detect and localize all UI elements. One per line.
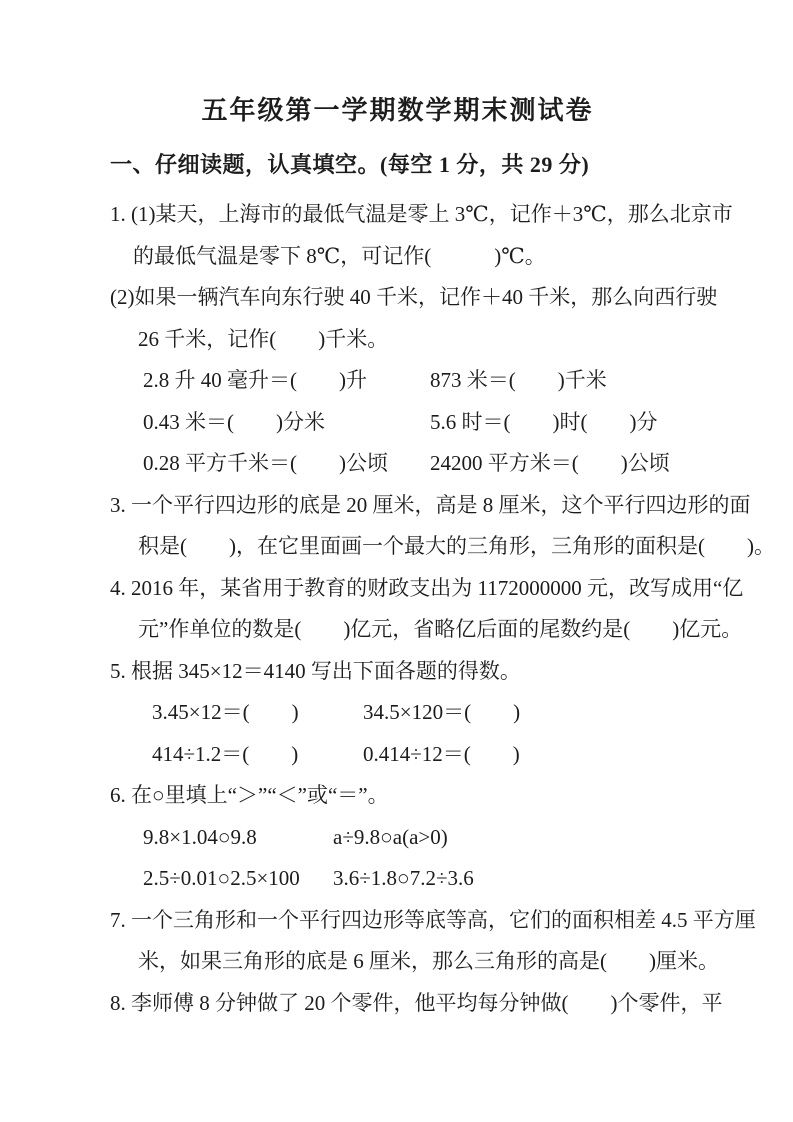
section1-body [110, 194, 775, 1024]
q7-line2: 米，如果三角形的底是 6 厘米，那么三角形的高是( )厘米。 [138, 949, 719, 973]
paper-title: 五年级第一学期数学期末测试卷 [201, 96, 594, 125]
q5-expression: 414÷1.2＝( ) [152, 741, 299, 766]
q7-line1: 7. 一个三角形和一个平行四边形等底等高，它们的面积相差 4.5 平方厘 [110, 907, 756, 932]
unit-conversion-row-1 [110, 360, 685, 402]
q4-line2: 元”作单位的数是( )亿元，省略亿后面的尾数约是( )亿元。 [138, 617, 743, 641]
conversion-item: 873 米＝( )千米 [430, 368, 607, 392]
paper-content [110, 88, 775, 1024]
q8-line1: 8. 李师傅 8 分钟做了 20 个零件，他平均每分钟做( )个零件，平 [110, 990, 723, 1015]
conversion-item: 24200 平方米＝( )公顷 [430, 451, 670, 475]
q3-line1: 3. 一个平行四边形的底是 20 厘米，高是 8 厘米，这个平行四边形的面 [110, 492, 751, 517]
q6-compare-row-2 [110, 858, 685, 900]
q6-expression: 2.5÷0.01○2.5×100 [143, 866, 300, 890]
section1-heading: 一、仔细读题，认真填空。(每空 1 分，共 29 分) [110, 152, 590, 177]
q5-line1: 5. 根据 345×12＝4140 写出下面各题的得数。 [110, 658, 521, 683]
conversion-item: 0.43 米＝( )分米 [143, 409, 325, 434]
q5-expression: 3.45×12＝( ) [152, 700, 299, 724]
conversion-item: 0.28 平方千米＝( )公顷 [143, 451, 388, 475]
q1-part2-line1: (2)如果一辆汽车向东行驶 40 千米，记作＋40 千米，那么向西行驶 [110, 285, 718, 309]
q6-expression: 3.6÷1.8○7.2÷3.6 [333, 866, 474, 890]
q3-line2: 积是( )，在它里面画一个最大的三角形，三角形的面积是( )。 [138, 534, 775, 558]
q4-line1: 4. 2016 年，某省用于教育的财政支出为 1172000000 元，改写成用“亿 [110, 575, 744, 600]
q1-part1-line1: 1. (1)某天，上海市的最低气温是零上 3℃，记作＋3℃，那么北京市 [110, 202, 733, 226]
q5-expression: 34.5×120＝( ) [363, 700, 521, 724]
conversion-item: 5.6 时＝( )时( )分 [430, 409, 658, 434]
q6-expression: 9.8×1.04○9.8 [143, 824, 257, 849]
unit-conversion-row-2 [110, 402, 685, 444]
q6-expression: a÷9.8○a(a>0) [333, 824, 448, 849]
q5-expression: 0.414÷12＝( ) [363, 741, 520, 766]
q6-line1: 6. 在○里填上“＞”“＜”或“＝”。 [110, 783, 389, 807]
q1-part2-line2: 26 千米，记作( )千米。 [138, 326, 389, 351]
q5-answers-row-2 [110, 734, 685, 776]
q6-compare-row-1 [110, 817, 685, 859]
conversion-item: 2.8 升 40 毫升＝( )升 [143, 368, 367, 392]
q1-part1-line2: 的最低气温是零下 8℃，可记作( )℃。 [133, 243, 546, 268]
q5-answers-row-1 [110, 692, 685, 734]
unit-conversion-row-3 [110, 443, 685, 485]
